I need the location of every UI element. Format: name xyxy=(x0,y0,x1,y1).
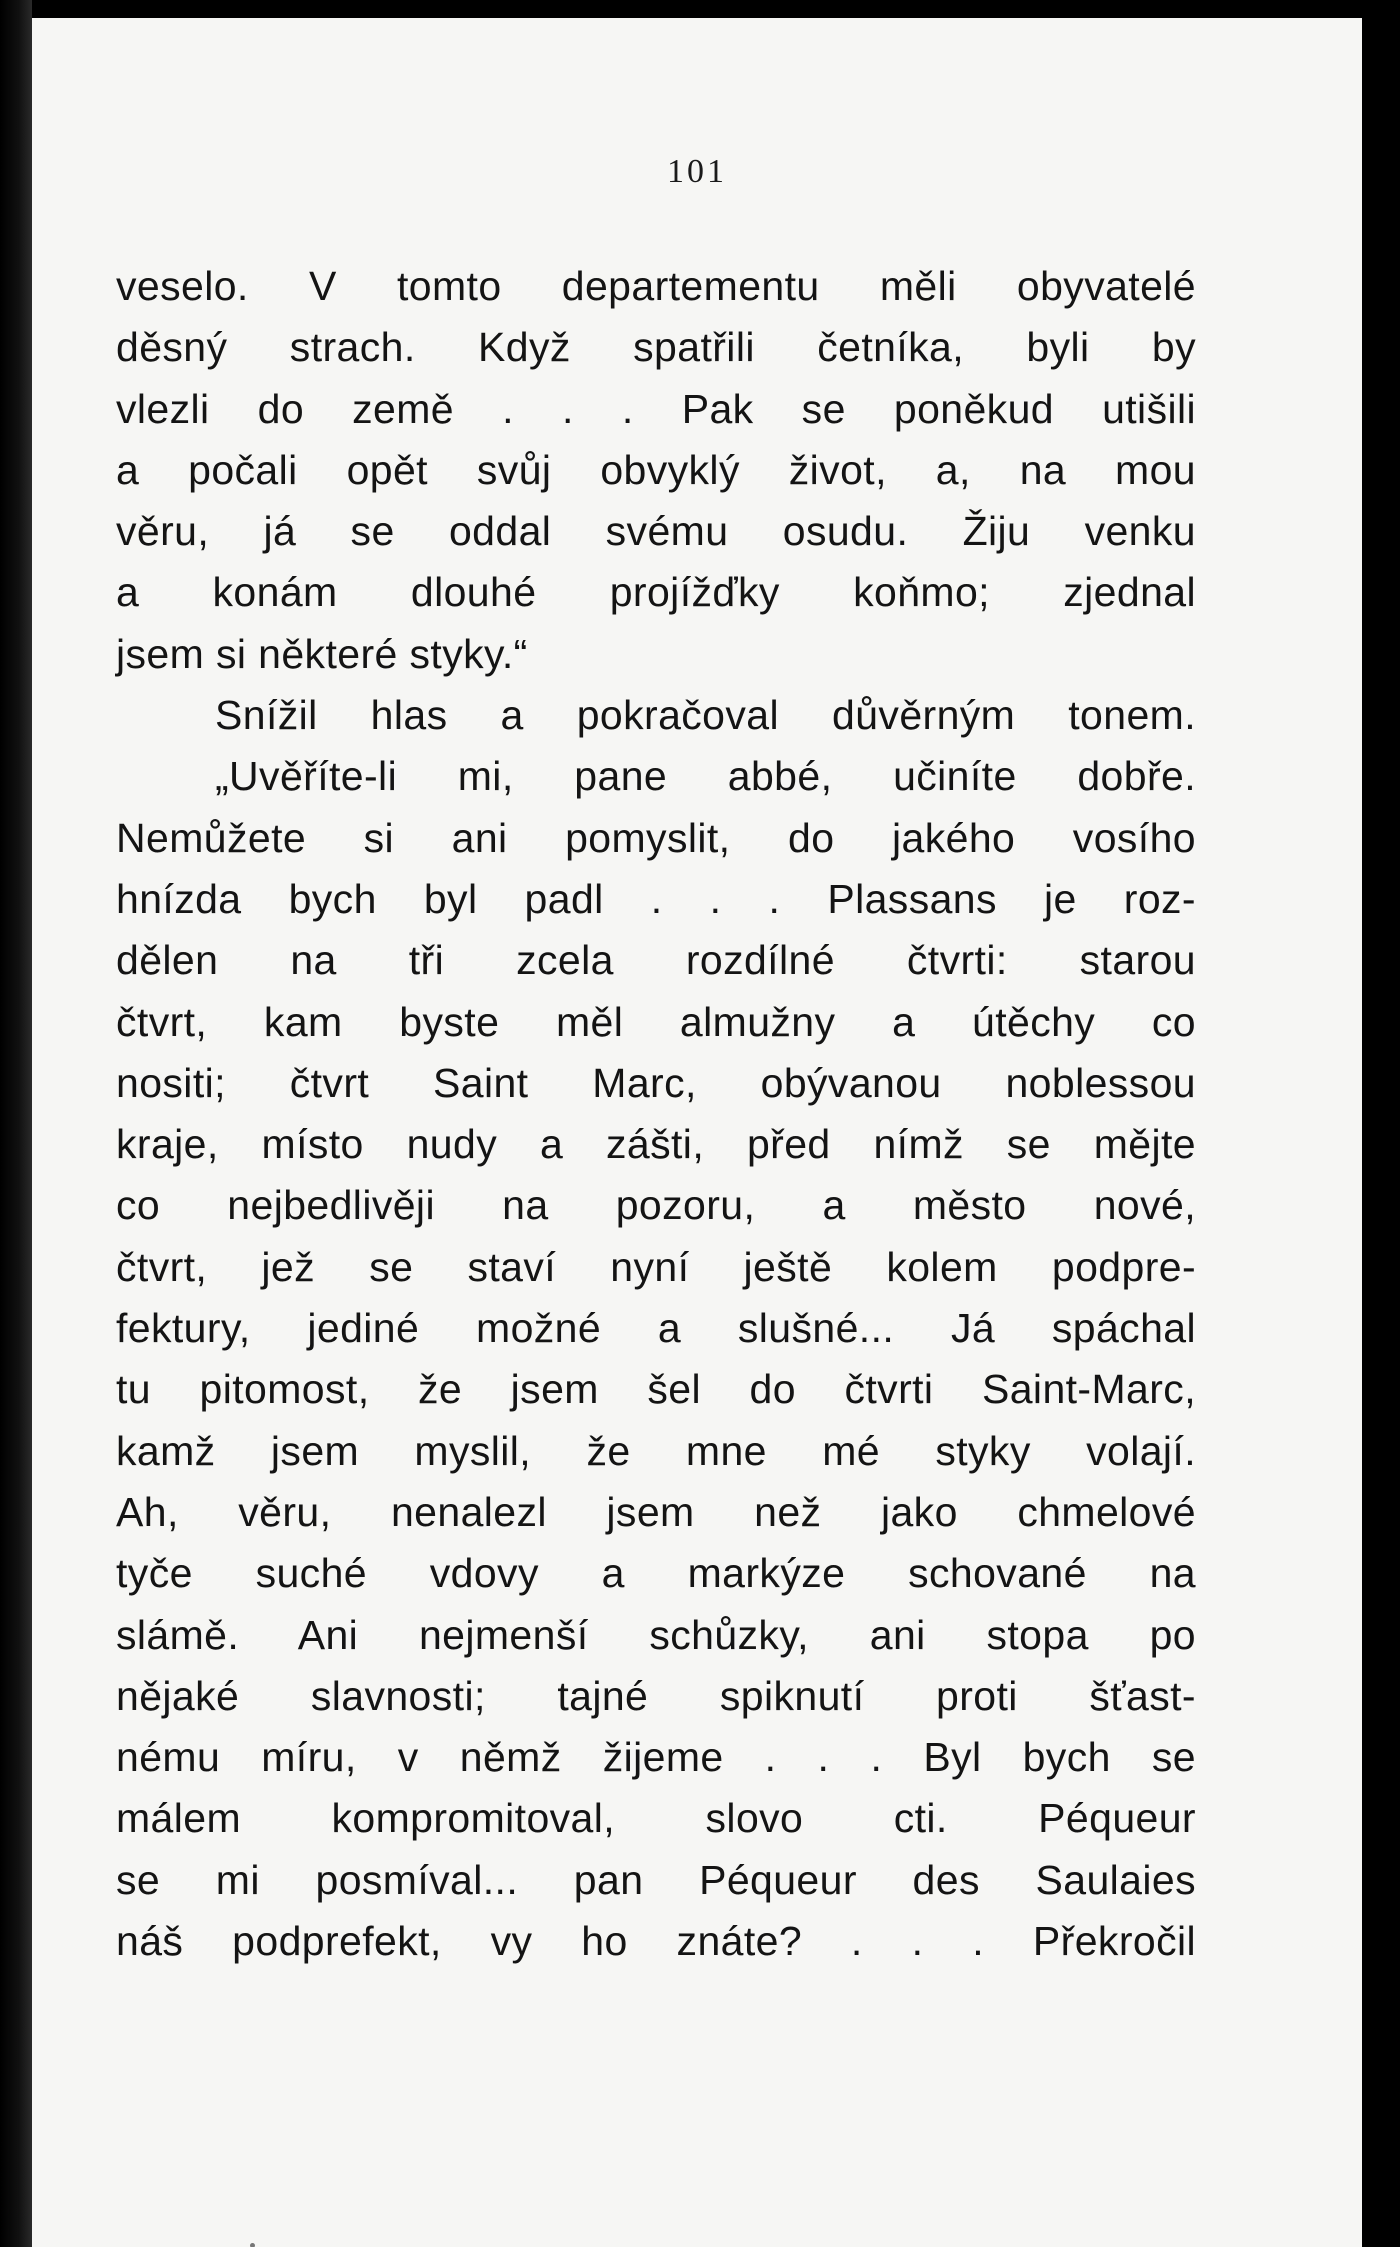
text-line: se mi posmíval... pan Péqueur des Saulaies xyxy=(116,1856,1196,1903)
right-page-edge xyxy=(1362,0,1400,2247)
text-line: nositi; čtvrt Saint Marc, obývanou noblessou xyxy=(116,1059,1196,1106)
text-line: „Uvěříte-li mi, pane abbé, učiníte dobře. xyxy=(215,753,1196,800)
text-line: čtvrt, jež se staví nyní ještě kolem podpre- xyxy=(116,1243,1196,1290)
text-line: veselo. V tomto departementu měli obyvatelé xyxy=(116,263,1196,309)
text-line: tyče suché vdovy a markýze schované na xyxy=(116,1550,1196,1597)
text-line: Nemůžete si ani pomyslit, do jakého vosího xyxy=(116,814,1196,861)
left-page-edge xyxy=(0,0,32,2247)
text-line: hnízda bych byl padl . . . Plassans je roz- xyxy=(116,875,1196,922)
text-line: tu pitomost, že jsem šel do čtvrti Saint-Marc, xyxy=(116,1366,1196,1413)
text-line: fektury, jediné možné a slušné... Já spáchal xyxy=(116,1305,1196,1352)
text-line: slámě. Ani nejmenší schůzky, ani stopa po xyxy=(116,1611,1196,1658)
text-line: kamž jsem myslil, že mne mé styky volají. xyxy=(116,1427,1196,1474)
text-line: Snížil hlas a pokračoval důvěrným tonem. xyxy=(215,692,1196,739)
body-text xyxy=(116,256,1196,1972)
text-line: nějaké slavnosti; tajné spiknutí proti šťast- xyxy=(116,1672,1196,1719)
text-line: dělen na tři zcela rozdílné čtvrti: starou xyxy=(116,937,1196,984)
book-page xyxy=(32,18,1362,2247)
text-line: čtvrt, kam byste měl almužny a útěchy co xyxy=(116,998,1196,1045)
text-line: náš podprefekt, vy ho znáte? . . . Překročil xyxy=(116,1918,1196,1965)
text-line: jsem si některé styky.“ xyxy=(116,630,528,677)
text-line: co nejbedlivěji na pozoru, a město nové, xyxy=(116,1182,1196,1229)
text-line: věru, já se oddal svému osudu. Žiju venku xyxy=(116,508,1196,555)
text-line: děsný strach. Když spatřili četníka, byli by xyxy=(116,324,1196,371)
text-line: Ah, věru, nenalezl jsem než jako chmelové xyxy=(116,1488,1196,1535)
page-number: 101 xyxy=(667,153,727,190)
text-line: nému míru, v němž žijeme . . . Byl bych se xyxy=(116,1734,1196,1781)
text-line: a konám dlouhé projížďky koňmo; zjednal xyxy=(116,569,1196,616)
text-line: vlezli do země . . . Pak se poněkud utišili xyxy=(116,385,1196,432)
paper-speck xyxy=(250,2243,255,2247)
text-line: a počali opět svůj obvyklý život, a, na mou xyxy=(116,446,1196,493)
text-line: málem kompromitoval, slovo cti. Péqueur xyxy=(116,1795,1196,1842)
text-line: kraje, místo nudy a zášti, před nímž se mějte xyxy=(116,1121,1196,1168)
